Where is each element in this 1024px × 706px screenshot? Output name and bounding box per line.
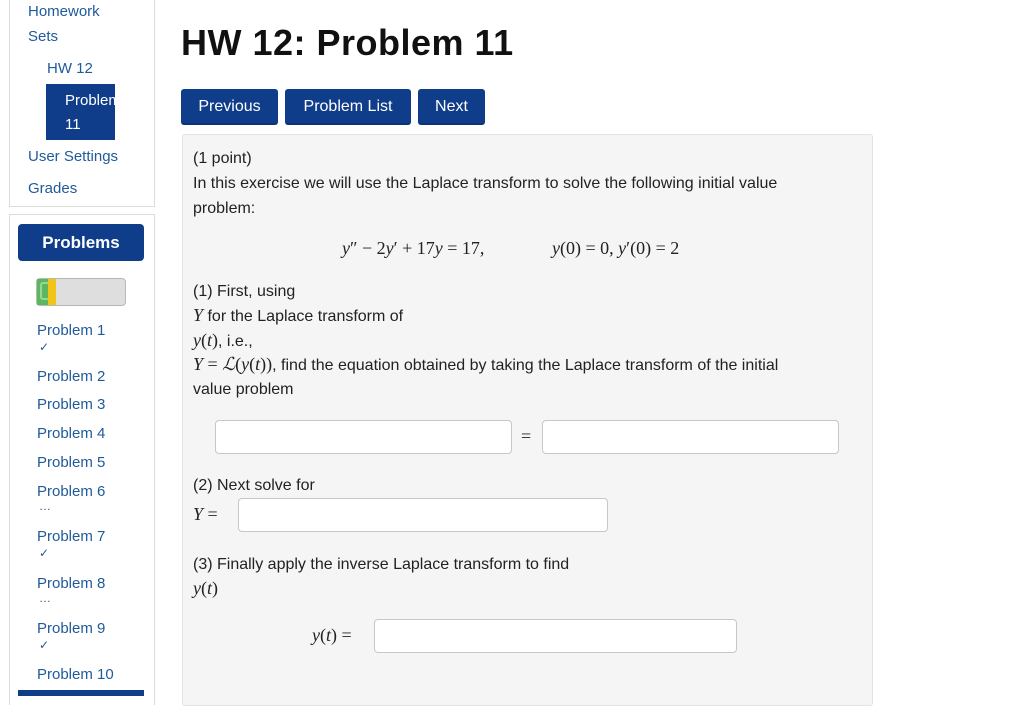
part1-line2 [193,305,403,326]
Y-equals-label: Y = [193,504,218,524]
var-Y: Y [193,305,204,325]
problem-link[interactable]: Problem 1 [37,322,106,339]
problem-correct-icon: ✓ [39,340,50,354]
problem-list-button[interactable]: Problem List [285,89,411,125]
hw-set-link[interactable]: HW 12 [47,60,93,77]
problem-correct-icon: ✓ [39,546,50,560]
part3-label: (3) Finally apply the inverse Laplace transform to find [193,556,570,573]
problem-link[interactable]: Problem 3 [37,396,106,413]
user-settings-link[interactable]: User Settings [28,148,119,165]
progress-bar [36,278,126,306]
var-y-of-t: y(t) [193,330,219,350]
problem-correct-icon: ✓ [39,638,50,652]
part1-text4: , find the equation obtained by taking the Laplace transform of the initial [272,357,779,374]
problem-link[interactable]: Problem 7 [37,528,106,545]
problem-intro-line2: problem: [193,200,256,217]
initial-conditions: y(0) = 0, y′(0) = 2 [552,238,680,258]
Y-solution-input[interactable] [238,498,608,532]
problem-in-progress-icon: … [39,499,51,513]
current-problem-label: Problem [65,92,121,109]
part1-line3 [193,330,253,351]
part1-line4 [193,354,778,375]
problem-intro: In this exercise we will use the Laplace transform to solve the following initial value [193,175,778,192]
part1-text3: , i.e., [218,333,253,350]
progress-correct-segment [37,279,48,305]
grades-link[interactable]: Grades [28,180,78,197]
part2-label: (2) Next solve for [193,477,315,494]
problem-in-progress-icon: … [39,591,51,605]
next-button[interactable]: Next [418,89,485,125]
y-of-t-label: y(t) [193,578,219,598]
points-label: (1 point) [193,150,252,167]
problem-link[interactable]: Problem 4 [37,425,106,442]
progress-partial-segment [48,279,56,305]
problem-link[interactable]: Problem 6 [37,483,106,500]
laplace-lhs-input[interactable] [215,420,512,454]
problem-link[interactable]: Problem 2 [37,368,106,385]
problem-link[interactable]: Problem 9 [37,620,106,637]
part1-label: (1) First, using [193,283,296,300]
laplace-rhs-input[interactable] [542,420,839,454]
page-title: HW 12: Problem 11 [181,22,514,63]
problem-link[interactable]: Problem 8 [37,575,106,592]
problem-link[interactable]: Problem 5 [37,454,106,471]
homework-sets-link[interactable]: Homework [28,3,100,20]
homework-sets-link-line2[interactable]: Sets [28,28,59,45]
previous-button[interactable]: Previous [181,89,278,125]
part1-text5: value problem [193,381,294,398]
y-of-t-input[interactable] [374,619,737,653]
problem-link[interactable]: Problem 10 [37,666,114,683]
problem-list-scroll-edge [18,690,144,696]
problems-heading[interactable]: Problems [18,224,144,261]
equals-sign: = [521,426,532,446]
current-problem-nav-item[interactable] [46,84,121,140]
differential-equation: y″ − 2y′ + 17y = 17, [342,238,485,258]
current-problem-number: 11 [65,116,81,133]
y-of-t-equals-label: y(t) = [312,625,352,645]
part1-text2: for the Laplace transform of [207,308,404,325]
laplace-definition: Y = ℒ(y(t)) [193,354,273,374]
